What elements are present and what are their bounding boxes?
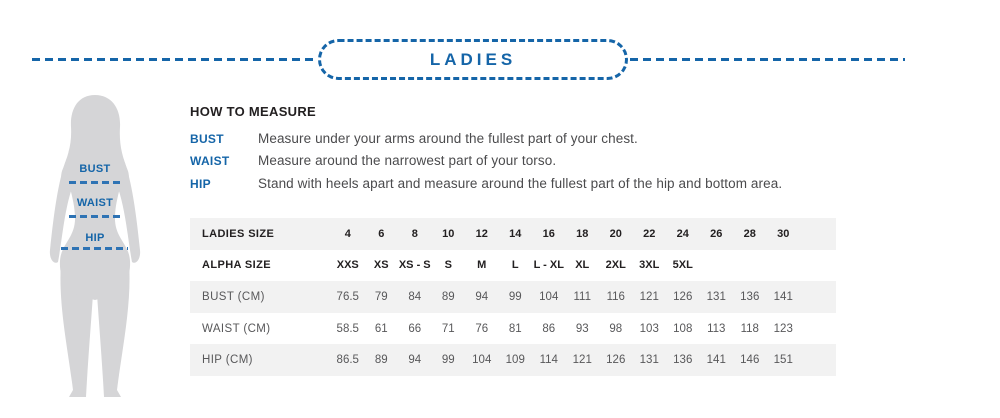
- measure-guide-row-hip: [190, 173, 880, 195]
- table-cell: M: [477, 259, 487, 272]
- table-cell: 3XL: [639, 259, 660, 272]
- table-cell: XXS: [336, 259, 359, 272]
- measure-term-waist: WAIST: [190, 154, 230, 169]
- table-cell: 16: [542, 227, 555, 240]
- figure-bust-label: BUST: [79, 163, 111, 175]
- table-cell: 26: [710, 227, 723, 240]
- table-cell: 5XL: [672, 259, 693, 272]
- table-cell: 111: [573, 290, 591, 303]
- table-cell: 104: [472, 354, 492, 367]
- table-cell: 136: [740, 290, 760, 303]
- measure-guide-row-waist: [190, 150, 880, 172]
- table-cell: 61: [374, 322, 388, 335]
- table-cell: 18: [576, 227, 589, 240]
- table-row: [190, 313, 836, 345]
- table-cell: 28: [743, 227, 756, 240]
- figure-waist-label: WAIST: [76, 197, 114, 209]
- table-cell: 10: [442, 227, 455, 240]
- table-cell: L - XL: [533, 259, 564, 272]
- table-cell: 141: [706, 354, 726, 367]
- figure-bust-line: [69, 181, 123, 184]
- table-cell: 86: [542, 322, 556, 335]
- table-row: [190, 281, 836, 313]
- table-cell: 81: [508, 322, 522, 335]
- table-cell: 71: [441, 322, 455, 335]
- table-cell: 108: [673, 322, 693, 335]
- table-cell: 131: [706, 290, 726, 303]
- table-cell: 136: [673, 354, 693, 367]
- table-cell: 121: [572, 354, 592, 367]
- table-cell: 126: [606, 354, 626, 367]
- table-cell: 6: [378, 227, 385, 240]
- table-cell: 20: [609, 227, 622, 240]
- header-divider-right: [630, 58, 905, 61]
- figure-hip-line: [61, 247, 128, 250]
- table-cell: 121: [639, 290, 659, 303]
- table-cell: 30: [777, 227, 790, 240]
- table-cell: 103: [639, 322, 659, 335]
- table-cell: 94: [475, 290, 489, 303]
- table-cell: 2XL: [605, 259, 626, 272]
- table-cell: 79: [374, 290, 388, 303]
- table-row: [190, 344, 836, 376]
- measure-desc-bust: Measure under your arms around the fullest part of your chest.: [258, 131, 638, 146]
- table-cell: 24: [676, 227, 689, 240]
- measure-desc-waist: Measure around the narrowest part of your torso.: [258, 153, 557, 169]
- table-cell: 8: [411, 227, 418, 240]
- row-label: HIP (CM): [202, 354, 253, 367]
- table-cell: 89: [374, 354, 388, 367]
- table-cell: 99: [441, 354, 455, 367]
- header-divider-left: [32, 58, 316, 61]
- table-cell: 146: [740, 354, 760, 367]
- table-cell: 22: [643, 227, 656, 240]
- row-label: LADIES SIZE: [202, 227, 275, 240]
- figure-hip-label: HIP: [85, 232, 105, 244]
- table-cell: XS: [373, 259, 389, 272]
- table-cell: L: [511, 259, 519, 272]
- table-cell: 151: [773, 354, 793, 367]
- size-table: [190, 218, 836, 376]
- table-cell: 76: [475, 322, 489, 335]
- table-cell: 131: [639, 354, 659, 367]
- table-cell: XL: [575, 259, 590, 272]
- measure-term-bust: BUST: [190, 132, 224, 146]
- row-label: ALPHA SIZE: [202, 259, 271, 272]
- table-cell: 114: [539, 354, 558, 367]
- table-cell: 104: [539, 290, 559, 303]
- measure-term-hip: HIP: [190, 176, 211, 191]
- row-label: WAIST (CM): [202, 322, 271, 335]
- header-pill: [318, 39, 628, 80]
- measure-guide: [190, 104, 880, 195]
- table-cell: 116: [606, 290, 625, 303]
- table-cell: 4: [344, 227, 351, 240]
- measure-guide-title: HOW TO MEASURE: [190, 104, 317, 119]
- table-cell: 98: [609, 322, 623, 335]
- measure-guide-row-bust: [190, 128, 880, 150]
- table-cell: 66: [408, 322, 422, 335]
- table-row: [190, 218, 836, 250]
- table-cell: 89: [441, 290, 455, 303]
- table-cell: 93: [575, 322, 589, 335]
- table-cell: 84: [408, 290, 422, 303]
- figure-waist-line: [69, 215, 123, 218]
- table-cell: 109: [505, 354, 525, 367]
- table-cell: XS - S: [398, 259, 431, 272]
- table-cell: 12: [475, 227, 488, 240]
- table-cell: 94: [408, 354, 422, 367]
- table-cell: 58.5: [336, 322, 359, 335]
- table-cell: 99: [508, 290, 522, 303]
- page-title: LADIES: [429, 49, 517, 69]
- table-cell: 14: [509, 227, 522, 240]
- table-cell: S: [444, 259, 452, 272]
- table-cell: 126: [673, 290, 693, 303]
- measure-desc-hip: Stand with heels apart and measure around the fullest part of the hip and bottom area.: [258, 175, 783, 191]
- table-cell: 76.5: [336, 290, 359, 303]
- table-cell: 86.5: [336, 354, 359, 367]
- table-cell: 118: [740, 322, 759, 335]
- table-cell: 113: [707, 322, 726, 335]
- table-cell: 123: [773, 322, 793, 335]
- row-label: BUST (CM): [202, 290, 265, 303]
- table-row: [190, 250, 836, 282]
- table-cell: 141: [773, 290, 793, 303]
